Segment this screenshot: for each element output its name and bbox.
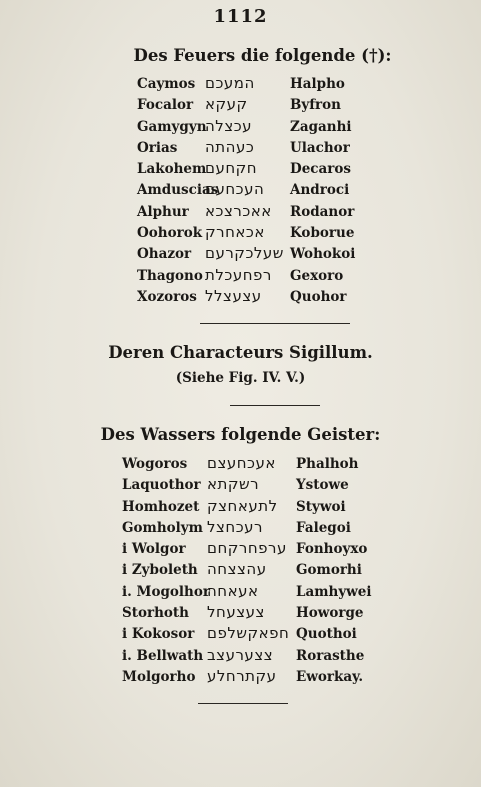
fire-spirits-list [137,74,355,308]
characters-subheading: (Siehe Fig. IV. V.) [175,370,306,386]
hebrew-name: עקתרחלע [207,666,277,685]
spirit-name: i Kokosor [122,626,195,643]
spirit-name: Oohorok [137,225,203,242]
spirit-name: Storhoth [122,605,189,622]
partner-name: Zaganhi [290,118,352,135]
hebrew-name: צעצעחל [207,603,265,622]
hebrew-name: קעקא [205,95,248,114]
water-spirit-row [122,560,372,581]
water-spirit-row [122,475,372,496]
hebrew-name: לתעאחצק [207,496,278,515]
partner-name: Halpho [290,76,345,92]
partner-name: Rodanor [290,203,355,220]
water-spirit-row [122,603,372,624]
spirit-name: Homhozet [122,498,200,515]
hebrew-name: עהצצחה [207,560,267,579]
water-section-heading: Des Wassers folgende Geister: [100,425,381,444]
spirit-name: Thagono [137,267,203,284]
hebrew-name: כעהתה [205,137,255,156]
fire-spirit-row [137,266,355,287]
partner-name: Lamhywei [296,583,372,600]
water-spirit-row [122,539,372,560]
partner-name: Byfron [290,97,341,114]
partner-name: Falegoi [296,519,351,536]
spirit-name: i Zyboleth [122,562,198,579]
fire-spirit-row [137,244,355,265]
hebrew-name: חפאקשלפם [207,624,290,643]
spirit-name: Ohazor [137,246,192,263]
water-spirit-row [122,454,372,475]
hebrew-name: צצערעצב [207,645,274,664]
spirit-name: Alphur [137,203,189,220]
hebrew-name: ערפחרקחם [207,539,287,558]
hebrew-name: אעאחה [207,581,259,600]
fire-spirit-row [137,74,355,95]
hebrew-name: רשקתא [207,475,260,494]
fire-spirit-row [137,138,355,159]
spirit-name: Laquothor [122,477,201,494]
hebrew-name: עכצלה [205,116,253,135]
partner-name: Gexoro [290,267,344,284]
water-spirits-list [122,454,372,688]
hebrew-name: רעכחצל [207,517,264,536]
spirit-name: i. Bellwath [122,647,204,664]
fire-spirit-row [137,159,355,180]
partner-name: Phalhoh [296,456,359,472]
spirit-name: Molgorho [122,668,196,685]
water-spirit-row [122,497,372,518]
partner-name: Androci [290,182,350,199]
hebrew-name: אאכרצכא [205,201,272,220]
partner-name: Koborue [290,225,355,242]
spirit-name: i Wolgor [122,541,186,558]
spirit-name: Caymos [137,76,196,92]
fire-spirit-row [137,180,355,201]
section-divider [200,323,350,324]
spirit-name: Wogoros [122,456,188,472]
partner-name: Howorge [296,605,364,622]
hebrew-name: חקחעם [205,159,258,178]
hebrew-name: המעכם [205,74,255,92]
page-number: 1112 [213,6,268,27]
partner-name: Decaros [290,161,351,178]
hebrew-name: אכאחרק [205,223,265,242]
hebrew-name: עצעצלל [205,286,262,305]
fire-spirit-row [137,95,355,116]
partner-name: Stywoi [296,498,346,515]
water-spirit-row [122,646,372,667]
hebrew-name: אעכחעצם [207,454,276,472]
partner-name: Ystowe [296,477,349,494]
partner-name: Wohokoi [290,246,356,263]
hebrew-name: העכחעם [205,180,265,199]
partner-name: Quothoi [296,626,357,643]
water-spirit-row [122,667,372,688]
fire-spirit-row [137,223,355,244]
fire-spirit-row [137,117,355,138]
water-spirit-row [122,624,372,645]
partner-name: Gomorhi [296,562,362,579]
partner-name: Ulachor [290,139,350,156]
partner-name: Quohor [290,288,347,305]
partner-name: Rorasthe [296,647,365,664]
fire-spirit-row [137,202,355,223]
hebrew-name: שעלכקרעם [205,244,284,263]
characters-heading: Deren Characteurs Sigillum. [108,343,373,362]
section-divider [230,405,320,406]
fire-section-heading: Des Feuers die folgende (†): [133,46,392,65]
fire-spirit-row [137,287,355,308]
spirit-name: Xozoros [137,288,197,305]
spirit-name: Gamygyn [137,118,207,135]
spirit-name: Focalor [137,97,194,114]
spirit-name: Orias [137,139,178,156]
water-spirit-row [122,582,372,603]
spirit-name: Gomholym [122,519,203,536]
spirit-name: Lakohem [137,161,207,178]
hebrew-name: רפחעכלת [205,265,272,284]
spirit-name: Amduscias [137,182,219,199]
spirit-name: i. Mogolhor [122,583,210,600]
partner-name: Fonhoyxo [296,541,368,558]
section-divider [198,703,288,704]
partner-name: Eworkay. [296,668,364,685]
water-spirit-row [122,518,372,539]
